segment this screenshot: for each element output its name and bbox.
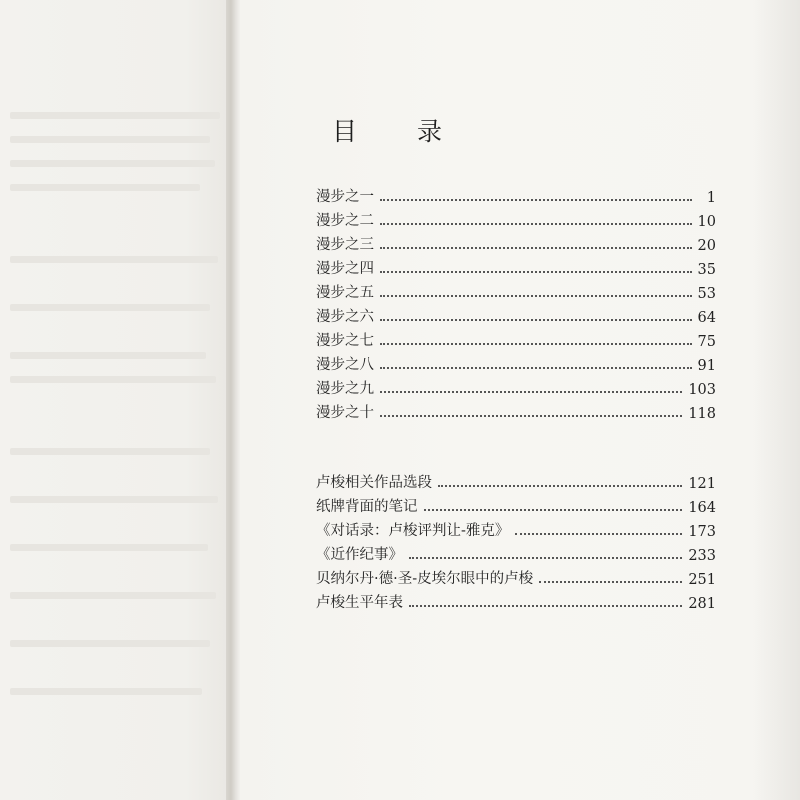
toc-entry[interactable] — [316, 516, 716, 540]
bleed-through-text — [10, 256, 218, 263]
toc-entry-page: 164 — [688, 500, 716, 516]
toc-entry[interactable] — [316, 230, 716, 254]
toc-entry-page: 1 — [706, 190, 716, 206]
toc-entry[interactable] — [316, 588, 716, 612]
dot-leader — [539, 581, 682, 583]
toc-entry-page: 53 — [697, 286, 716, 302]
toc-entry[interactable] — [316, 350, 716, 374]
toc-group-appendix — [316, 468, 716, 612]
dot-leader — [380, 223, 692, 225]
bleed-through-text — [10, 136, 210, 143]
dot-leader — [438, 485, 682, 487]
toc-entry-page: 233 — [688, 548, 716, 564]
toc-entry[interactable] — [316, 278, 716, 302]
toc-entry[interactable] — [316, 302, 716, 326]
toc-entry-label: 漫步之四 — [316, 261, 374, 277]
toc-entry-page: 91 — [697, 358, 716, 374]
toc-entry-label: 贝纳尔丹·德·圣-皮埃尔眼中的卢梭 — [316, 571, 534, 587]
toc-entry-page: 251 — [688, 572, 716, 588]
toc-entry[interactable] — [316, 492, 716, 516]
toc-title: 目 录 — [332, 117, 468, 146]
bleed-through-text — [10, 688, 202, 695]
toc-entry-label: 漫步之七 — [316, 333, 374, 349]
toc-entry[interactable] — [316, 326, 716, 350]
bleed-through-text — [10, 160, 215, 167]
left-page — [0, 0, 232, 800]
toc-entry-label: 漫步之一 — [316, 189, 374, 205]
dot-leader — [380, 343, 692, 345]
toc-entry-label: 卢梭相关作品选段 — [316, 475, 432, 491]
toc-entry-page: 64 — [697, 310, 716, 326]
toc-entry-label: 漫步之六 — [316, 309, 374, 325]
toc-entry-page: 10 — [697, 214, 716, 230]
dot-leader — [409, 605, 682, 607]
bleed-through-text — [10, 448, 210, 455]
bleed-through-text — [10, 304, 210, 311]
dot-leader — [380, 319, 692, 321]
dot-leader — [515, 533, 682, 535]
dot-leader — [424, 509, 683, 511]
dot-leader — [380, 199, 692, 201]
toc-entry-page: 281 — [688, 596, 716, 612]
toc-entry-label: 《对话录：卢梭评判让-雅克》 — [316, 523, 510, 539]
toc-entry-label: 卢梭生平年表 — [316, 595, 403, 611]
toc-entry[interactable] — [316, 374, 716, 398]
toc-entry-page: 20 — [697, 238, 716, 254]
toc-entry-page: 75 — [697, 334, 716, 350]
bleed-through-text — [10, 544, 208, 551]
dot-leader — [380, 295, 692, 297]
toc-entry[interactable] — [316, 468, 716, 492]
bleed-through-text — [10, 376, 216, 383]
bleed-through-text — [10, 352, 206, 359]
toc-entry[interactable] — [316, 206, 716, 230]
toc-entry[interactable] — [316, 540, 716, 564]
toc-entry[interactable] — [316, 564, 716, 588]
dot-leader — [380, 247, 692, 249]
toc-entry-page: 103 — [688, 382, 716, 398]
bleed-through-text — [10, 112, 220, 119]
dot-leader — [380, 367, 692, 369]
toc-entry[interactable] — [316, 254, 716, 278]
dot-leader — [380, 415, 682, 417]
bleed-through-text — [10, 496, 218, 503]
bleed-through-text — [10, 184, 200, 191]
toc-group-main — [316, 182, 716, 422]
dot-leader — [409, 557, 682, 559]
toc-entry-label: 漫步之二 — [316, 213, 374, 229]
book-spine — [226, 0, 240, 800]
toc-entry-label: 漫步之九 — [316, 381, 374, 397]
page-edge-shadow — [752, 0, 800, 800]
bleed-through-text — [10, 592, 216, 599]
bleed-through-text — [10, 640, 210, 647]
toc-entry[interactable] — [316, 182, 716, 206]
toc-entry[interactable] — [316, 398, 716, 422]
dot-leader — [380, 271, 692, 273]
toc-entry-label: 漫步之十 — [316, 405, 374, 421]
toc-entry-page: 35 — [697, 262, 716, 278]
toc-entry-label: 纸牌背面的笔记 — [316, 499, 418, 515]
toc-entry-label: 《近作纪事》 — [316, 547, 403, 563]
toc-entry-page: 173 — [688, 524, 716, 540]
toc-entry-page: 118 — [688, 406, 716, 422]
toc-entry-page: 121 — [688, 476, 716, 492]
toc-entry-label: 漫步之三 — [316, 237, 374, 253]
toc-entry-label: 漫步之八 — [316, 357, 374, 373]
toc-entry-label: 漫步之五 — [316, 285, 374, 301]
dot-leader — [380, 391, 682, 393]
